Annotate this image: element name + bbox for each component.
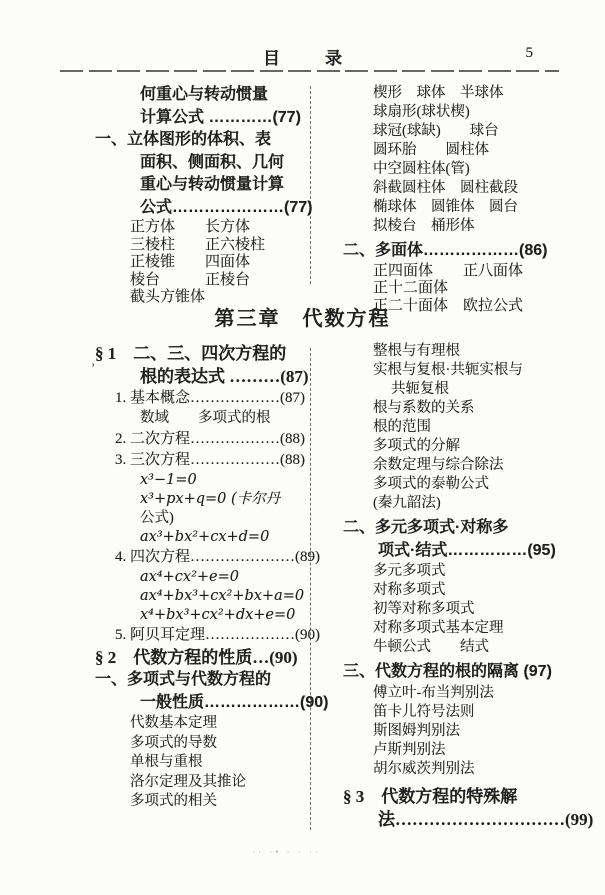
toc-section-heading: 面积、侧面积、几何 xyxy=(140,153,285,171)
toc-subentry: 球冠(球缺) 球台 xyxy=(373,123,499,139)
toc-heading-continued: 何重心与转动惯量 xyxy=(140,86,269,103)
toc-subentry: 圆环胎 圆柱体 xyxy=(373,142,489,158)
toc-subentry: 斯图姆判别法 xyxy=(373,722,460,739)
toc-subentry: 笛卡儿符号法则 xyxy=(373,703,475,720)
toc-main-right-column xyxy=(310,342,594,831)
toc-subentry: 对称多项式基本定理 xyxy=(373,620,504,636)
toc-formula: x³+px+q=0 (卡尔丹 xyxy=(140,490,281,507)
toc-subentry: 牛顿公式 结式 xyxy=(373,639,489,655)
toc-numbered-entry: 3. 三次方程………………(88) xyxy=(115,451,305,468)
toc-subentry: 三棱柱 正六棱柱 xyxy=(130,236,266,253)
toc-subentry: 根与系数的关系 xyxy=(373,400,475,416)
toc-subentry: 整根与有理根 xyxy=(373,343,460,359)
toc-paragraph-heading: § 1 二、三、四次方程的 xyxy=(95,344,287,363)
page-title: 目 录 xyxy=(263,49,356,68)
toc-subentry: 对称多项式 xyxy=(373,582,446,598)
toc-section-heading: 重心与转动惯量计算 xyxy=(140,176,285,193)
toc-subentry: 正方体 长方体 xyxy=(130,219,251,235)
toc-subentry: 初等对称多项式 xyxy=(373,601,475,617)
toc-subentry: 多项式的分解 xyxy=(373,438,460,454)
toc-section-heading: 二、多面体………………(86) xyxy=(343,242,548,259)
toc-subentry: 正十二面体 xyxy=(373,280,449,296)
toc-subentry: 斜截圆柱体 圆柱截段 xyxy=(373,180,518,196)
header-rule xyxy=(60,70,559,72)
toc-subentry: (秦九韶法) xyxy=(373,495,441,511)
toc-subentry: 单根与重根 xyxy=(130,754,203,770)
toc-subentry: 胡尔威茨判别法 xyxy=(373,760,475,777)
toc-subentry: 截头方锥体 xyxy=(130,289,206,305)
toc-paragraph-heading: § 3 代数方程的特殊解 xyxy=(343,786,518,806)
toc-section-heading: 一般性质………………(90) xyxy=(140,693,329,711)
toc-formula: ax⁴+cx²+e=0 xyxy=(140,569,240,585)
toc-formula: x⁴+bx³+cx²+dx+e=0 xyxy=(140,607,296,623)
toc-subentry: 卢斯判别法 xyxy=(373,741,446,758)
toc-subentry: 傅立叶-布当判别法 xyxy=(373,684,494,701)
toc-subentry: 多项式的相关 xyxy=(130,793,217,809)
chapter-heading: 第三章 代数方程 xyxy=(214,308,391,330)
toc-subentry: 实根与复根·共轭实根与 xyxy=(373,362,523,378)
toc-subentry: 正二十面体 欧拉公式 xyxy=(373,297,524,314)
toc-subentry: 余数定理与综合除法 xyxy=(373,457,504,473)
toc-subentry: 椭球体 圆锥体 圆台 xyxy=(373,199,518,215)
toc-numbered-entry: 5. 阿贝耳定理………………(90) xyxy=(115,627,320,643)
toc-heading-continued: 计算公式 …………(77) xyxy=(140,108,301,126)
toc-subentry: 多项式的泰勒公式 xyxy=(373,476,489,492)
toc-subentry: 棱台 正棱台 xyxy=(130,271,251,288)
toc-formula: x³−1=0 xyxy=(140,471,197,488)
toc-subentry: 球扇形(球状楔) xyxy=(373,104,470,120)
toc-top-section xyxy=(95,84,563,315)
toc-main-section xyxy=(95,342,594,831)
toc-section-heading: 三、代数方程的根的隔离 (97) xyxy=(343,663,552,680)
toc-subentry: 代数基本定理 xyxy=(130,715,217,731)
toc-section-heading: 公式…………………(77) xyxy=(140,198,313,216)
toc-section-heading: 一、立体图形的体积、表 xyxy=(95,131,272,148)
toc-top-right-column xyxy=(310,84,563,315)
toc-numbered-entry: 2. 二次方程………………(88) xyxy=(115,430,305,447)
toc-subentry: 正棱锥 四面体 xyxy=(130,254,251,270)
toc-subentry: 多元多项式 xyxy=(373,563,446,579)
toc-numbered-entry: 1. 基本概念………………(87) xyxy=(115,390,305,406)
toc-section-heading: 项式·结式……………(95) xyxy=(378,541,556,559)
toc-numbered-entry: 4. 四次方程…………………(89) xyxy=(115,549,320,565)
toc-section-heading: 一、多项式与代数方程的 xyxy=(95,671,272,688)
toc-top-left-column xyxy=(95,84,313,315)
toc-paragraph-heading: § 2 代数方程的性质…(90) xyxy=(95,648,298,667)
toc-subentry: 多项式的导数 xyxy=(130,734,217,751)
toc-formula: ax³+bx²+cx+d=0 xyxy=(140,529,270,545)
toc-subentry: 数域 多项式的根 xyxy=(140,410,271,426)
toc-section-heading: 二、多元多项式·对称多 xyxy=(343,519,509,536)
stray-ink-mark: ’ xyxy=(91,360,96,375)
toc-paragraph-heading: 根的表达式 ………(87) xyxy=(140,367,309,386)
toc-subentry: 根的范围 xyxy=(373,419,431,435)
toc-subentry: 正四面体 正八面体 xyxy=(373,262,524,279)
scan-noise-marks: ·· ·• · · ·· xyxy=(252,847,322,857)
toc-subentry: 中空圆柱体(管) xyxy=(373,161,470,177)
toc-subentry: 洛尔定理及其推论 xyxy=(130,773,246,790)
toc-subentry: 楔形 球体 半球体 xyxy=(373,85,504,101)
page-number: 5 xyxy=(525,45,533,61)
toc-formula: ax⁴+bx³+cx²+bx+a=0 xyxy=(140,588,305,604)
toc-formula-continued: 公式) xyxy=(140,509,174,526)
toc-main-left-column xyxy=(95,342,329,831)
toc-paragraph-heading: 法…………………………(99) xyxy=(378,809,594,829)
toc-subentry: 共轭复根 xyxy=(391,381,449,397)
toc-subentry: 拟棱台 桶形体 xyxy=(373,218,475,234)
